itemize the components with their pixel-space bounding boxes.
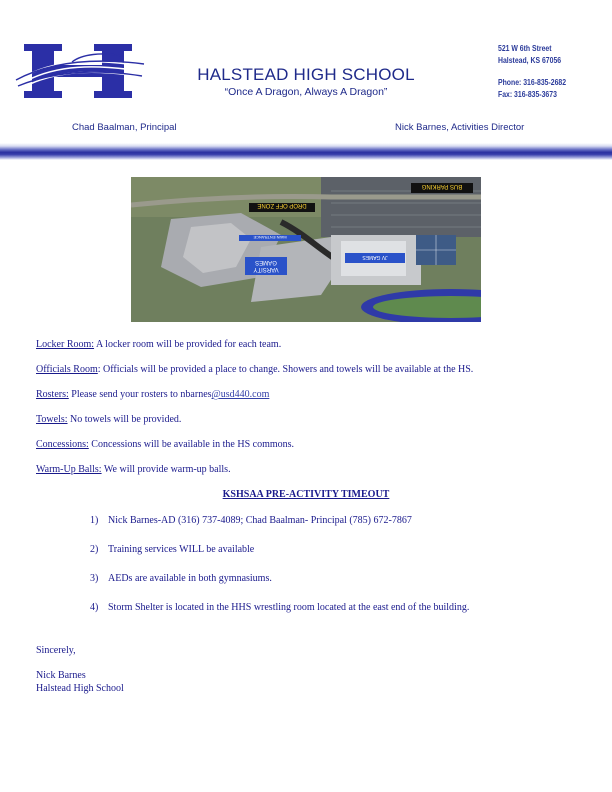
- phone-number: Phone: 316-835-2682: [498, 78, 567, 87]
- rosters-label: Rosters:: [36, 389, 69, 400]
- map-label-jv-games: JV GAMES: [362, 254, 388, 260]
- rosters-line: [36, 389, 269, 400]
- towels-line: [36, 414, 181, 425]
- timeout-title: KSHSAA PRE-ACTIVITY TIMEOUT: [222, 489, 390, 500]
- header-divider-band: [0, 143, 612, 160]
- address-line-2: Halstead, KS 67056: [498, 56, 562, 65]
- locker-room-text: A locker room will be provided for each team.: [94, 339, 282, 350]
- timeout-item-text: Training services WILL be available: [108, 544, 255, 555]
- timeout-item: [90, 573, 272, 584]
- locker-room-line: [36, 339, 281, 350]
- school-motto: “Once A Dragon, Always A Dragon”: [224, 86, 388, 98]
- email-link[interactable]: @usd440.com: [211, 389, 270, 400]
- principal-name: Chad Baalman, Principal: [72, 122, 177, 133]
- address-line-1: 521 W 6th Street: [498, 44, 552, 53]
- timeout-item: [90, 544, 254, 555]
- concessions-text: Concessions will be available in the HS commons.: [88, 439, 295, 450]
- fax-number: Fax: 316-835-3673: [498, 90, 557, 99]
- warmup-balls-text: We will provide warm-up balls.: [101, 464, 231, 475]
- timeout-item-text: AEDs are available in both gymnasiums.: [108, 573, 272, 584]
- director-name: Nick Barnes, Activities Director: [395, 122, 525, 133]
- towels-text: No towels will be provided.: [67, 414, 182, 425]
- warmup-balls-label: Warm-Up Balls:: [36, 464, 102, 475]
- timeout-item-text: Nick Barnes-AD (316) 737-4089; Chad Baalman- Principal (785) 672-7867: [108, 515, 412, 526]
- map-label-drop-off: DROP OFF ZONE: [257, 202, 307, 208]
- map-label-main-entrance: MAIN ENTRANCE: [253, 235, 287, 240]
- warmup-balls-line: [36, 464, 231, 475]
- map-label-varsity: VARSITY: [253, 266, 279, 272]
- locker-room-label: Locker Room:: [36, 339, 95, 350]
- aerial-map-image: [131, 177, 481, 322]
- concessions-label: Concessions:: [36, 439, 89, 450]
- officials-room-line: [36, 364, 473, 375]
- timeout-item-text: Storm Shelter is located in the HHS wrestling room located at the east end of the building.: [108, 602, 470, 613]
- timeout-item: [90, 515, 412, 526]
- concessions-line: [36, 439, 294, 450]
- signer-name: Nick Barnes: [36, 670, 86, 681]
- timeout-item-number: 4): [90, 602, 99, 613]
- officials-room-label: Officials Room: [36, 364, 98, 375]
- officials-room-text: : Officials will be provided a place to change. Showers and towels will be available at the HS.: [97, 364, 474, 375]
- rosters-text: Please send your rosters to nbarnes: [68, 389, 212, 400]
- salutation: Sincerely,: [36, 645, 76, 656]
- timeout-item-number: 3): [90, 573, 99, 584]
- timeout-item: [90, 602, 469, 613]
- timeout-item-number: 1): [90, 515, 99, 526]
- signer-school: Halstead High School: [36, 683, 124, 694]
- map-label-games: GAMES: [255, 259, 277, 265]
- map-label-bus-parking: BUS PARKING: [421, 183, 463, 189]
- towels-label: Towels:: [36, 414, 68, 425]
- timeout-item-number: 2): [90, 544, 99, 555]
- contact-block: [498, 43, 566, 101]
- school-name: HALSTEAD HIGH SCHOOL: [197, 65, 415, 84]
